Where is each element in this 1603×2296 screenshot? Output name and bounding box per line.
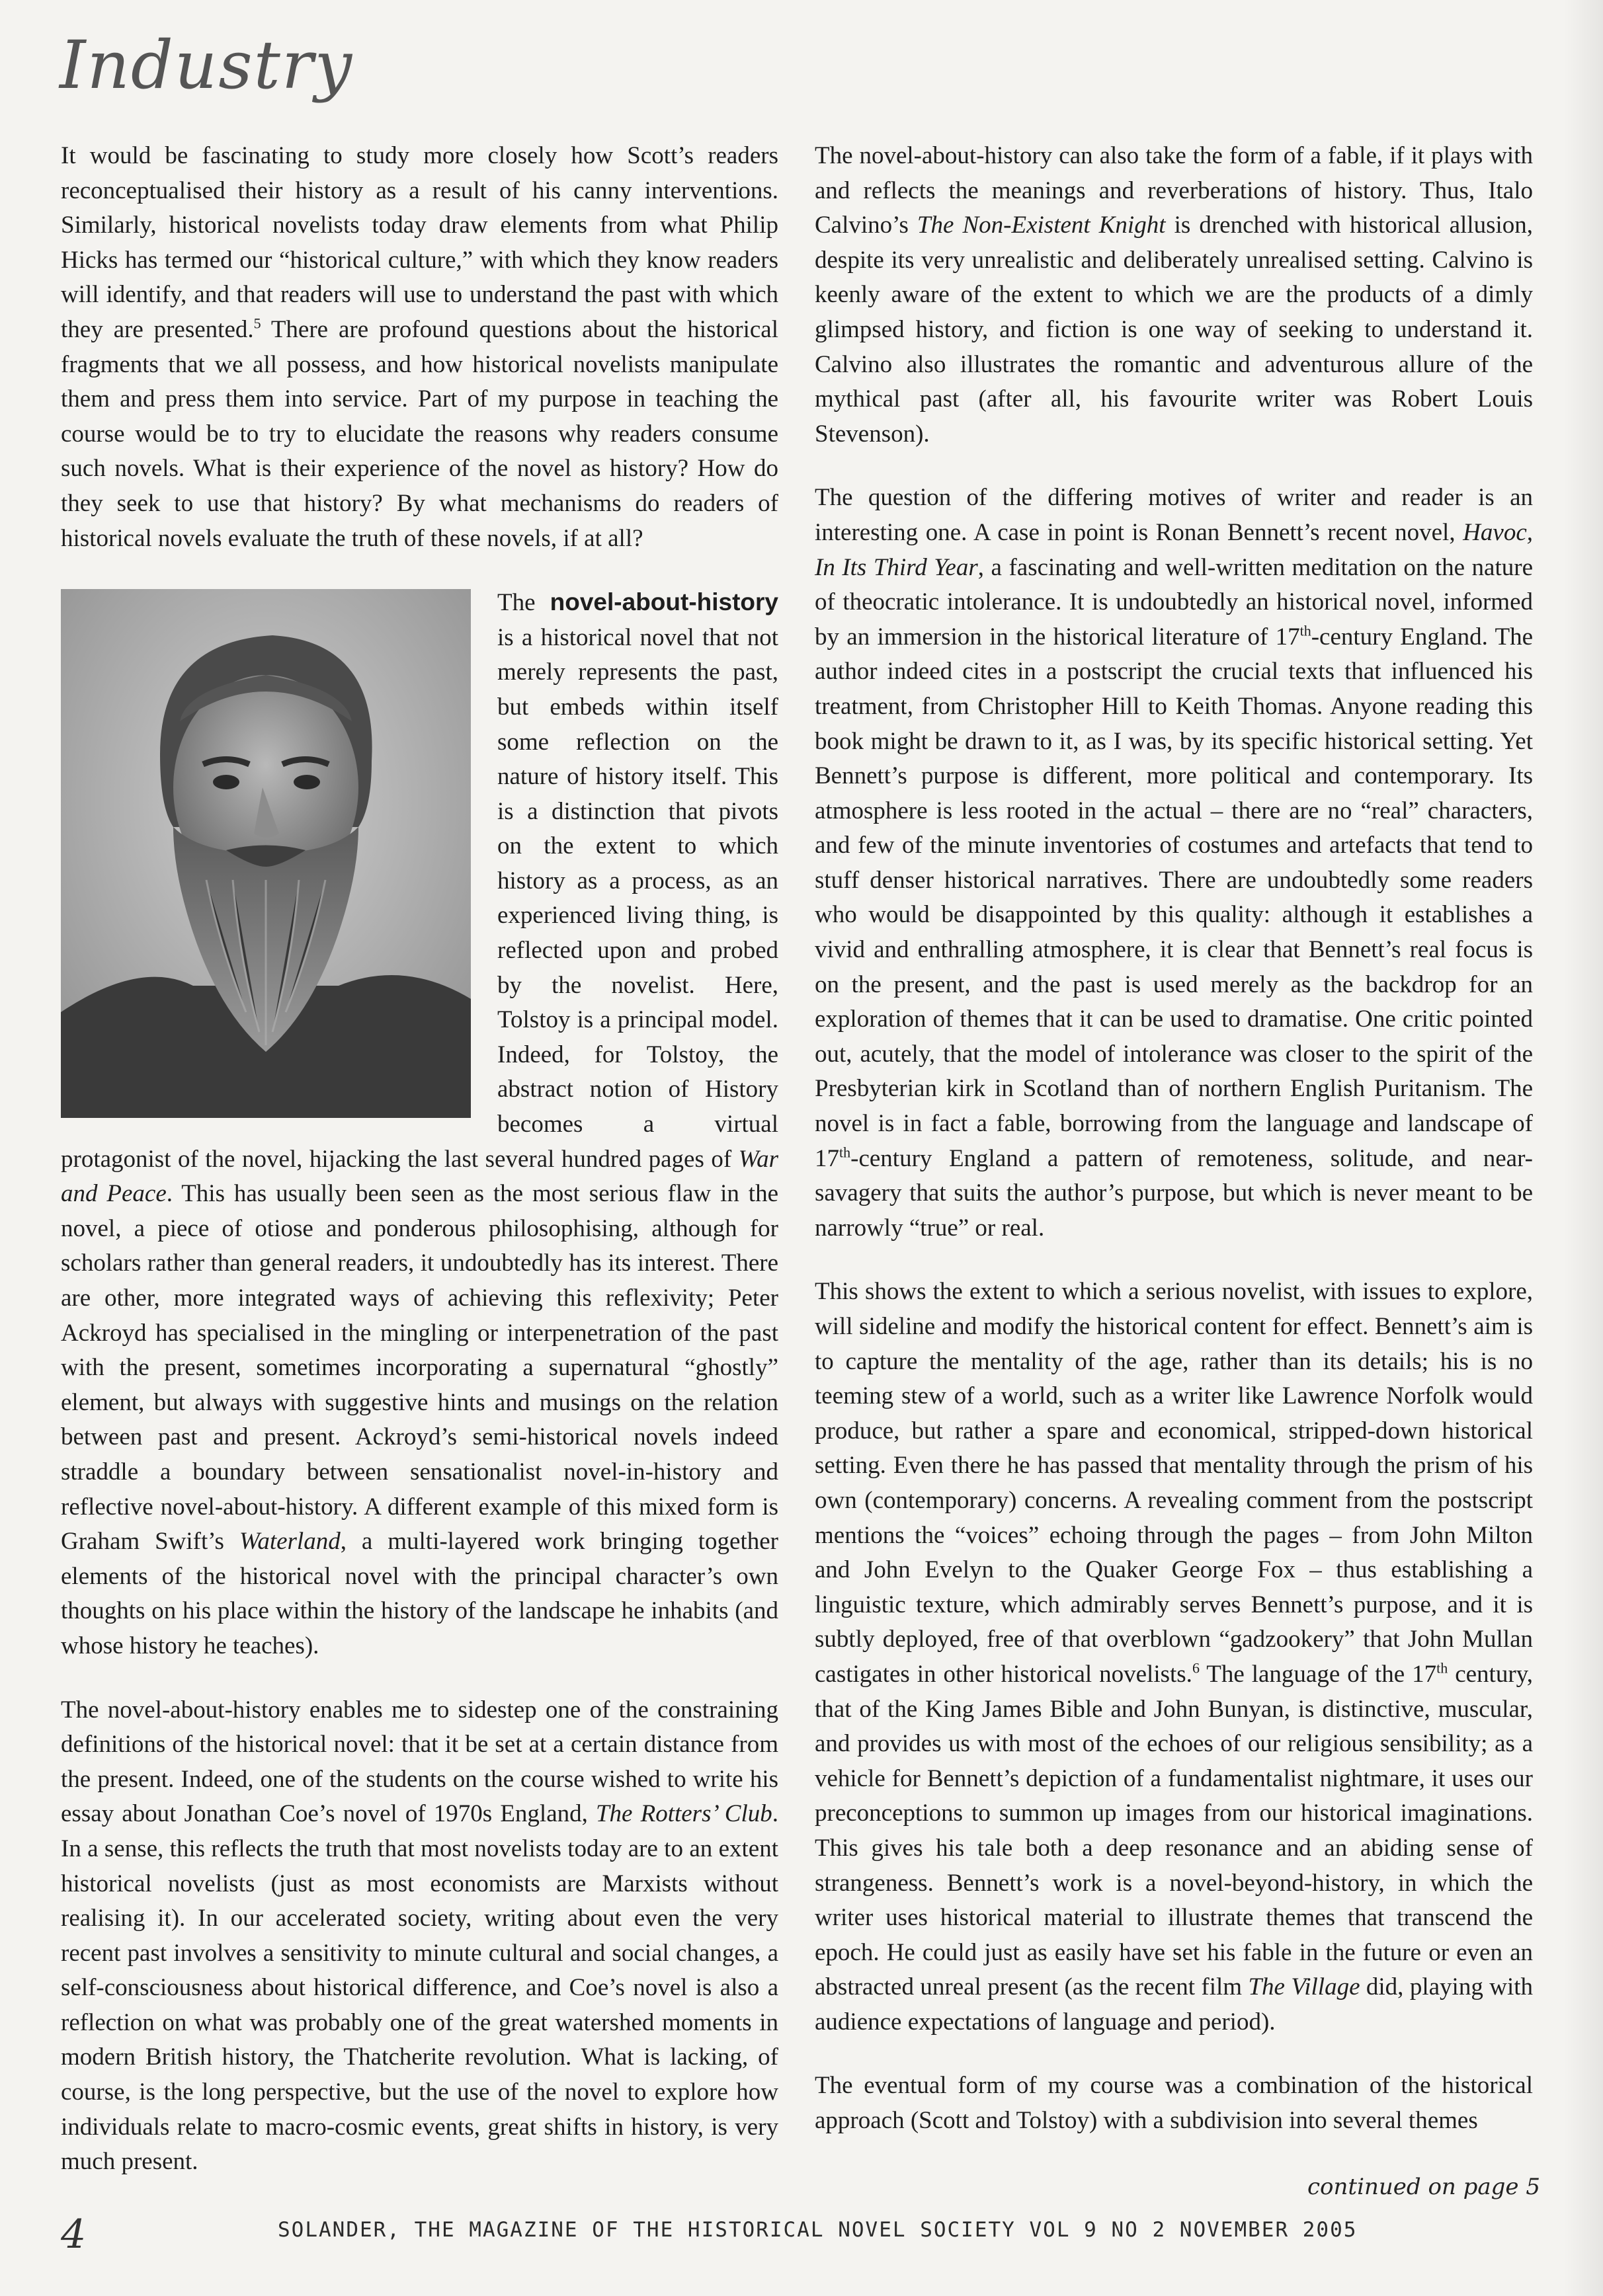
text-run: is a historical novel that not merely represents the past, but embeds within itself some reflection on the nature of history itself. This is a distinction that pivots on the extent to which history as a process, as an experienced living thing, is reflected upon and probed by the novelist. Here, Tolstoy is a principal model. Indeed, for Tolstoy, the abstract notion of History becomes a virtual protagonist of the novel, hijacking the last several hundred pages of [61,623,778,1173]
text-run: , a multi-layered work bringing together elements of the historical novel with the principal character’s own thoughts on his place within the history of the landscape he inhabits (and whose history he teaches). [61,1528,778,1659]
section-title: Industry [60,26,354,104]
text-run: The novel-about-history can also take the form of a fable, if it plays with and reflects the meanings and reverberations of history. Thus, Italo Calvino’s [815,142,1533,239]
text-run: . This has usually been seen as the most serious flaw in the novel, a piece of otiose and ponderous philosophising, although for scholars rather than general readers, it undoubtedly has its interest. There are other, more integrated ways of achieving this reflexivity; Peter Ackroyd has specialised in the mingling or interpenetration of the past with the present, sometimes incorporating a supernatural “ghostly” element, but always with suggestive hints and musings on the relation between past and present. Ackroyd’s semi-historical novels indeed straddle a boundary between sensationalist novel-in-history and reflective novel-about-history. A different example of this mixed form is Graham Swift’s [61,1180,778,1556]
left-paragraph-2 [61,585,778,1663]
text-run: century, that of the King James Bible and John Bunyan, is distinctive, muscular, and provides us with most of the echoes of our religious sensibility; as a vehicle for Bennett’s depiction of a fundamentalist nightmare, it uses our preconceptions to summon up images from our historical imaginations. This gives his tale both a deep resonance and an abiding sense of strangeness. Bennett’s work is a novel-beyond-history, in which the writer uses historical material to illustrate themes that transcend the epoch. He could just as easily have set his fable in the future or even an abstracted unreal present (as the recent film [815,1660,1533,2001]
text-run: It would be fascinating to study more closely how Scott’s readers reconceptualised their history as a result of his canny interventions. Similarly, historical novelists today draw elements from what Philip Hicks has termed our “historical culture,” with which they know readers will identify, and that readers will use to understand the past with which they are presented. [61,142,778,343]
right-paragraph-2 [815,481,1533,1246]
ordinal-superscript: th [839,1144,851,1161]
text-run: There are profound questions about the historical fragments that we all possess, and how historical novelists manipulate them and press them into service. Part of my purpose in teaching the course would be to try to elucidate the reasons why readers consume such novels. What is their experience of the novel as history? How do they seek to use that history? By what mechanisms do readers of historical novels evaluate the truth of these novels, if at all? [61,315,778,552]
left-paragraph-1 [61,139,778,556]
left-paragraph-3 [61,1693,778,2180]
right-paragraph-4: The eventual form of my course was a combination of the historical approach (Scott and Tolstoy) with a subdivision into several themes [815,2072,1533,2135]
ordinal-superscript: th [1299,622,1311,639]
author-portrait-photo [61,589,471,1118]
book-title: The Non-Existent Knight [917,212,1166,239]
text-run: The novel-about-history enables me to sidestep one of the constraining definitions of the historical novel: that it be set at a certain distance from the present. Indeed, one of the students on the course wished to write his essay about Jonathan Coe’s novel of 1970s England, [61,1696,778,1828]
footnote-ref: 6 [1192,1659,1200,1677]
text-run: did, playing with audience expectations of language and period). [815,1973,1534,2036]
ordinal-superscript: th [1436,1659,1448,1677]
text-run: This shows the extent to which a serious novelist, with issues to explore, will sideline and modify the historical content for effect. Bennett’s aim is to capture the mentality of the age, rather than its details; his is no teeming stew of a world, such as a writer like Lawrence Norfolk would produce, but rather a spare and economical, stripped-down historical setting. Even there he has passed that mentality through the prism of his own (contemporary) concerns. A revealing comment from the postscript mentions the “voices” echoing through the pages – from John Milton and John Evelyn to the Quaker George Fox – thus establishing a linguistic texture, which admirably serves Bennett’s purpose, and it is subtly deployed, free of that overblown “gadzookery” that John Mullan castigates in other historical novelists. [815,1278,1533,1688]
right-paragraph-1 [815,139,1533,452]
right-paragraph-3 [815,1275,1533,2039]
right-column [815,139,1533,2168]
film-title: The Village [1248,1973,1360,2001]
page-number: 4 [61,2211,87,2258]
running-footer: SOLANDER, THE MAGAZINE OF THE HISTORICAL NOVEL SOCIETY VOL 9 NO 2 NOVEMBER 2005 [278,2218,1358,2242]
text-run: The question of the differing motives of writer and reader is an interesting one. A case in point is Ronan Bennett’s recent novel, [815,484,1533,546]
text-run: The [497,589,550,617]
text-run: -century England. The author indeed cites in a postscript the crucial texts that influenced his treatment, from Christopher Hill to Keith Thomas. Anyone reading this book might be drawn to it, as I was, by its specific historical setting. Yet Bennett’s purpose is different, more political and contemporary. Its atmosphere is less rooted in the actual – there are no “real” characters, and few of the minute inventories of costumes and artefacts that tend to stuff denser historical narratives. There are undoubtedly some readers who would be disappointed by this quality: although it establishes a vivid and enthralling atmosphere, it is clear that Bennett’s real focus is on the present, and the past is used merely as the backdrop for an exploration of themes that it can be used to dramatise. One critic pointed out, acutely, that the model of intolerance was closer to the spirit of the Presbyterian kirk in Scotland than of northern English Puritanism. The novel is in fact a fable, borrowing from the language and landscape of 17 [815,623,1533,1172]
text-run: , a fascinating and well-written meditation on the nature of theocratic intolerance. It is undoubtedly an historical novel, informed by an immersion in the historical literature of 17 [815,553,1533,651]
book-title: Havoc, In Its Third Year [815,518,1533,581]
key-term: novel-about-history [550,588,778,616]
left-column [61,139,778,2209]
footnote-ref: 5 [253,315,261,332]
text-run: is drenched with historical allusion, despite its very unrealistic and deliberately unrealised setting. Calvino is keenly aware of the extent to which we are the products of a dimly glimpsed history, and fiction is one way of seeking to understand it. Calvino also illustrates the romantic and adventurous allure of the mythical past (after all, his favourite writer was Robert Louis Stevenson). [815,212,1533,448]
text-run: The language of the 17 [1199,1660,1437,1688]
book-title: The Rotters’ Club [595,1800,772,1828]
text-run: . In a sense, this reflects the truth that most novelists today are to an extent historical novelists (just as most economists are Marxists without realising it). In our accelerated society, writing about even the very recent past involves a sensitivity to minute cultural and social changes, a self-consciousness about historical difference, and Coe’s novel is also a reflection on what was probably one of the great watershed moments in modern British history, the Thatcherite revolution. What is lacking, of course, is the long perspective, but the use of the novel to explore how individuals relate to macro-cosmic events, great shifts in history, is very much present. [61,1800,779,2176]
continued-note: continued on page 5 [1307,2174,1540,2200]
text-run: -century England a pattern of remoteness, solitude, and near-savagery that suits the author’s purpose, but which is never meant to be narrowly “true” or real. [815,1144,1533,1242]
page-edge-shadow [1563,0,1603,2296]
book-title: War and Peace [61,1145,778,1208]
book-title: Waterland [239,1528,341,1556]
